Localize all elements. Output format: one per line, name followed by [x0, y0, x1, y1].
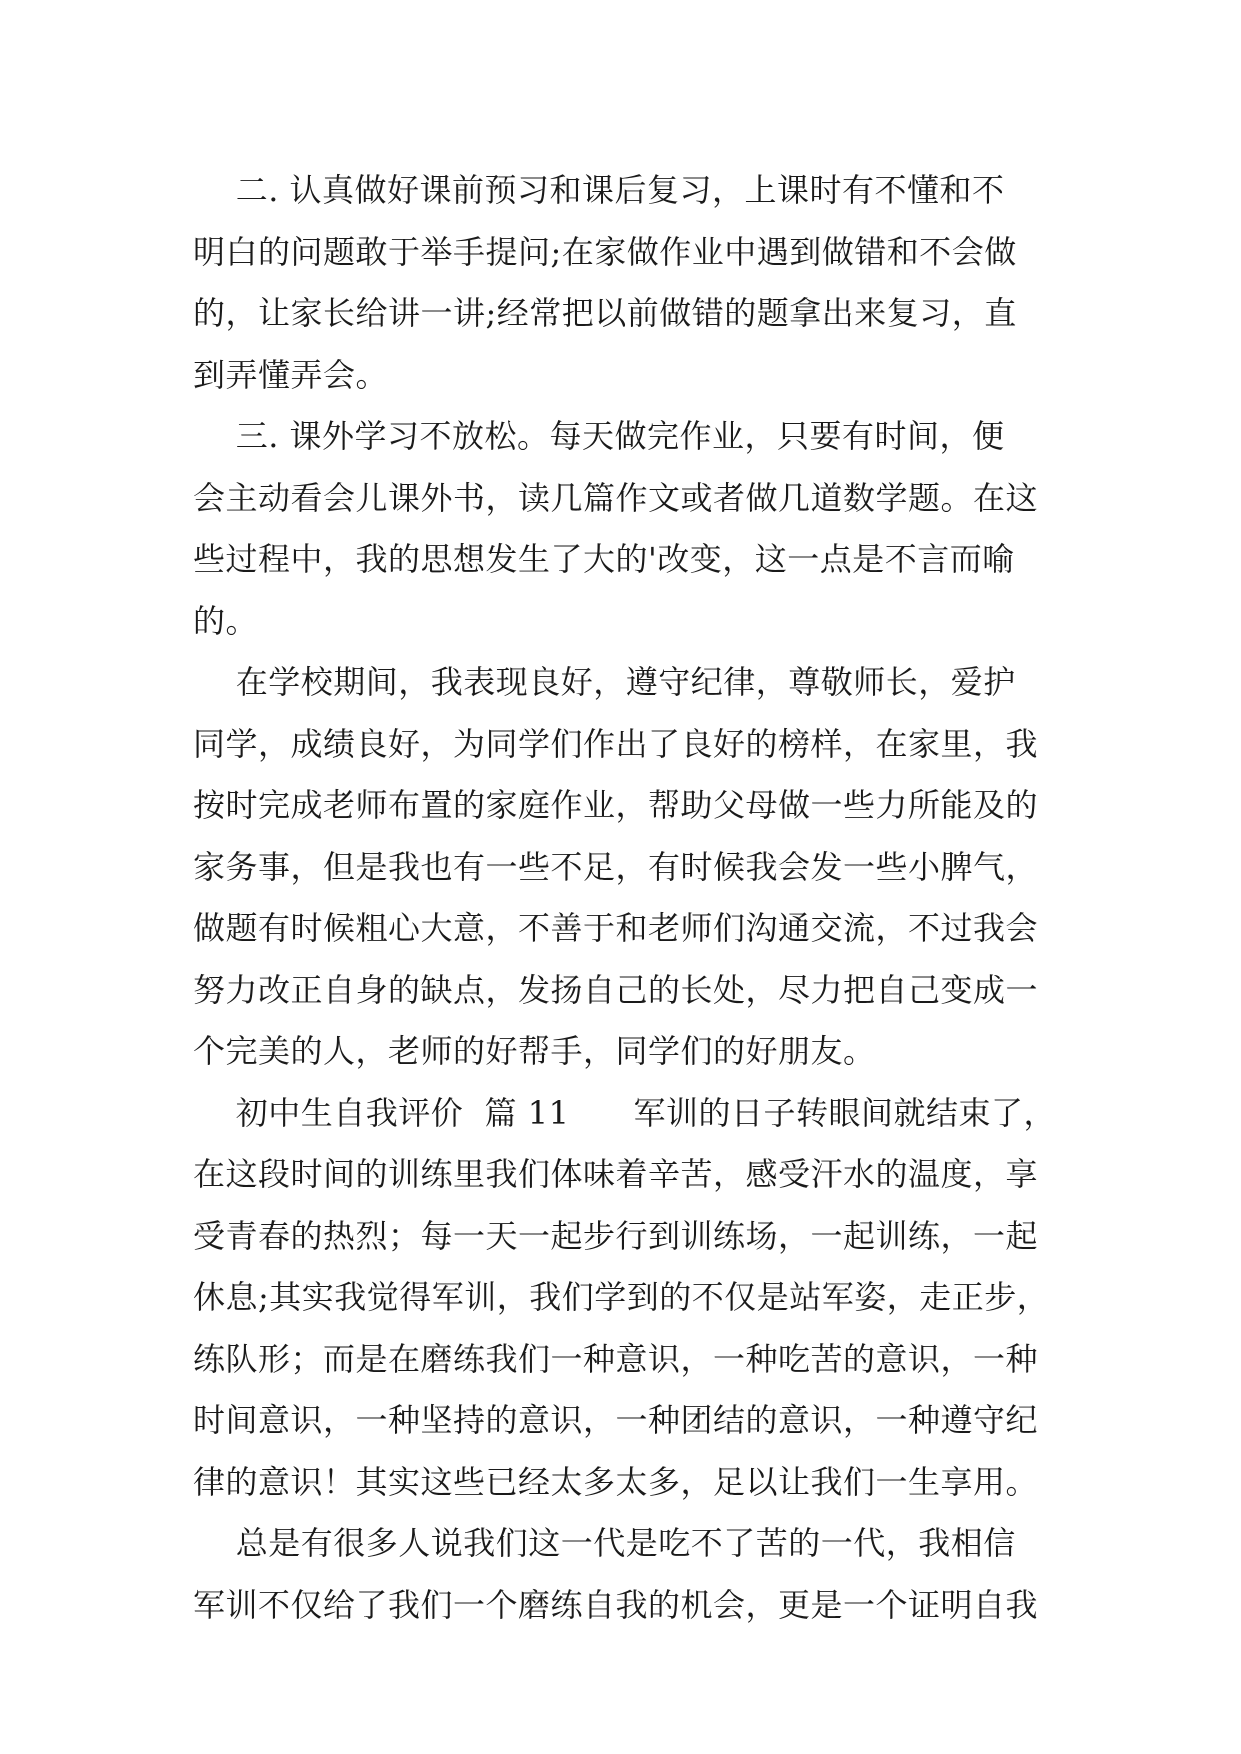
text-line: 的，让家长给讲一讲;经常把以前做错的题拿出来复习，直	[193, 294, 1017, 332]
text-line: 明白的问题敢于举手提问;在家做作业中遇到做错和不会做	[193, 232, 1017, 271]
text-line: 律的意识！其实这些已经太多太多，足以让我们一生享用。	[193, 1462, 1039, 1501]
text-line: 总是有很多人说我们这一代是吃不了苦的一代，我相信	[193, 1524, 1016, 1562]
text-line: 二. 认真做好课前预习和课后复习，上课时有不懂和不	[193, 171, 1005, 209]
text-line: 做题有时候粗心大意，不善于和老师们沟通交流，不过我会	[193, 909, 1039, 947]
text-line: 受青春的热烈；每一天一起步行到训练场，一起训练，一起	[193, 1216, 1039, 1255]
text-line: 初中生自我评价 篇 11 军训的日子转眼间就结束了，	[193, 1093, 1056, 1132]
text-line: 三. 课外学习不放松。每天做完作业，只要有时间，便	[193, 417, 1005, 455]
text-line: 同学，成绩良好，为同学们作出了良好的榜样，在家里，我	[193, 724, 1039, 763]
text-line: 练队形；而是在磨练我们一种意识，一种吃苦的意识，一种	[193, 1339, 1039, 1378]
text-line: 在这段时间的训练里我们体味着辛苦，感受汗水的温度，享	[193, 1155, 1039, 1193]
text-line: 努力改正自身的缺点，发扬自己的长处，尽力把自己变成一	[193, 970, 1039, 1009]
text-line: 个完美的人，老师的好帮手，同学们的好朋友。	[193, 1032, 876, 1070]
body-text	[193, 160, 1056, 1636]
text-line: 在学校期间，我表现良好，遵守纪律，尊敬师长，爱护	[193, 663, 1016, 701]
text-line: 家务事，但是我也有一些不足，有时候我会发一些小脾气，	[193, 847, 1039, 886]
text-line: 到弄懂弄会。	[193, 355, 389, 394]
text-line: 些过程中，我的思想发生了大的'改变，这一点是不言而喻	[193, 540, 1015, 578]
text-line: 会主动看会儿课外书，读几篇作文或者做几道数学题。在这	[193, 478, 1039, 517]
text-line: 休息;其实我觉得军训，我们学到的不仅是站军姿，走正步，	[193, 1278, 1050, 1316]
text-line: 军训不仅给了我们一个磨练自我的机会，更是一个证明自我	[193, 1585, 1039, 1624]
text-line: 的。	[193, 601, 259, 640]
text-line: 时间意识，一种坚持的意识，一种团结的意识，一种遵守纪	[193, 1401, 1039, 1439]
text-line: 按时完成老师布置的家庭作业，帮助父母做一些力所能及的	[193, 786, 1039, 824]
